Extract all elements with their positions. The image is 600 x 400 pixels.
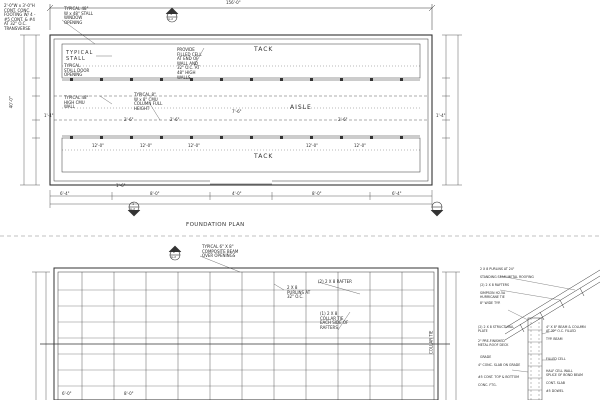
section-note-17: #5 DOWEL [546,389,564,393]
filled-cell-note: PROVIDE FILLED CELL AT END OF WALL AND 32" O.C. AT 48" HIGH WALLS [177,47,202,80]
section-note-8: 4" CONC. SLAB ON GRADE [478,363,521,367]
marker-3-num: 2 [173,250,176,254]
dim-1-6: 1'-6" [116,183,126,188]
section-note-4: SIMPSON H2.5A HURRICANE TIE [480,291,506,299]
stall-label: TYPICAL STALL [66,50,94,62]
marker-2-num: 1 [132,202,135,206]
section-note-2: STANDING SEAM METAL ROOFING [480,275,534,279]
dim-4-0: 4'-0" [232,191,242,196]
dim-12-a: 12'-0" [92,143,105,148]
left-dimension-string [20,35,40,185]
purlins [58,290,434,386]
foundation-plan-title: FOUNDATION PLAN [186,222,245,228]
dim-2-6-a: 2'-6" [124,117,134,122]
purlin-note: 2 X 8 PURLINS AT 32" O.C. [287,285,311,300]
section-note-6: (2) 2 X 8 STRUCTURAL PLATE [478,325,514,333]
header-note: TYPICAL 6" X 8" COMPOSITE BEAM OVER OPENINGS [202,244,239,259]
rafter-note: (2) 2 X 8 RAFTER [318,279,352,284]
footing-note: 2'-0"W x 3'-0"H CONT. CONC. FOOTING W/ 4 - #5 CONT. & #4 AT 32" O.C. TRANSVERSE [4,3,36,31]
dim-6-4-b: 6'-4" [392,191,402,196]
tack-bottom-label: TACK [254,153,274,160]
dim-8-0-b: 8'-0" [312,191,322,196]
rafters [82,272,402,400]
stall-window-note: TYPICAL 48" W x 48" STALL WINDOW OPENING [64,6,93,25]
framing-outline [54,268,438,400]
section-note-5: 8" WIDE TYP. [480,301,501,305]
marker-1-sheet: A-2 [168,17,173,21]
section-note-15: CONC. FTG. [478,383,497,387]
marker-3-sheet: A-2 [171,255,176,259]
dim-6-4-a: 6'-4" [60,191,70,196]
right-dimension-string [442,35,462,185]
section-note-3: (2) 2 X 8 RAFTERS [480,283,510,287]
section-note-14: HALF CELL WALL SPLICE OF BOND BEAM [546,369,583,377]
framing-dim-8-0: 8'-0" [124,391,134,396]
cmu-wall-note: TYPICAL 48" HIGH CMU WALL [64,95,89,110]
dim-12-b: 12'-0" [140,143,153,148]
dim-1-4-left: 1'-4" [44,113,54,118]
column-note: TYPICAL 8" W x 8" CMU COLUMN FULL HEIGHT [134,92,163,111]
dim-12-d: 12'-0" [306,143,319,148]
collar-tie-note: (1) 2 X 8 COLLAR TIE EACH SIDE OF RAFTERS [320,311,349,330]
side-dimension-label: 40'-0" [8,96,14,109]
overall-dimension-label: 156'-0" [226,0,241,5]
dim-12-e: 12'-0" [354,143,367,148]
section-note-11: 4" X 8" BEAM & COLUMN AT 32" O.C. FILLED [546,325,586,333]
dim-2-6-c: 2'-6" [338,117,348,122]
section-note-7: GRADE [480,355,492,359]
dim-1-4-right: 1'-4" [436,113,446,118]
section-note-1: 2 X 8 PURLINS AT 24" [480,267,515,271]
section-note-13: #5 CONT. TOP & BOTTOM [478,375,520,379]
dim-8-0-a: 8'-0" [150,191,160,196]
collar-tie-vertical: COLLAR TIE [428,330,434,355]
framing-dimensions [32,272,460,400]
marker-2-sheet: A-2 [130,207,135,211]
section-note-12: FILLED CELL [546,357,566,361]
stall-door-note: TYPICAL STALL DOOR OPENING [64,63,90,78]
framing-dim-6-0: 6'-0" [62,391,72,396]
section-note-9: TYP. BEAM [546,337,563,341]
dim-12-c: 12'-0" [188,143,201,148]
marker-1-num: 1 [170,12,173,16]
section-note-16: CONT. SLAB [546,381,565,385]
section-note-10: 2" PRE-FINISHED METAL ROOF DECK [478,339,509,347]
dim-7-6: 7'-6" [232,109,242,114]
overall-dimension-line [47,4,435,30]
tack-top-label: TACK [254,46,274,53]
dim-2-6-b: 2'-6" [170,117,180,122]
aisle-label: AISLE [290,104,312,111]
